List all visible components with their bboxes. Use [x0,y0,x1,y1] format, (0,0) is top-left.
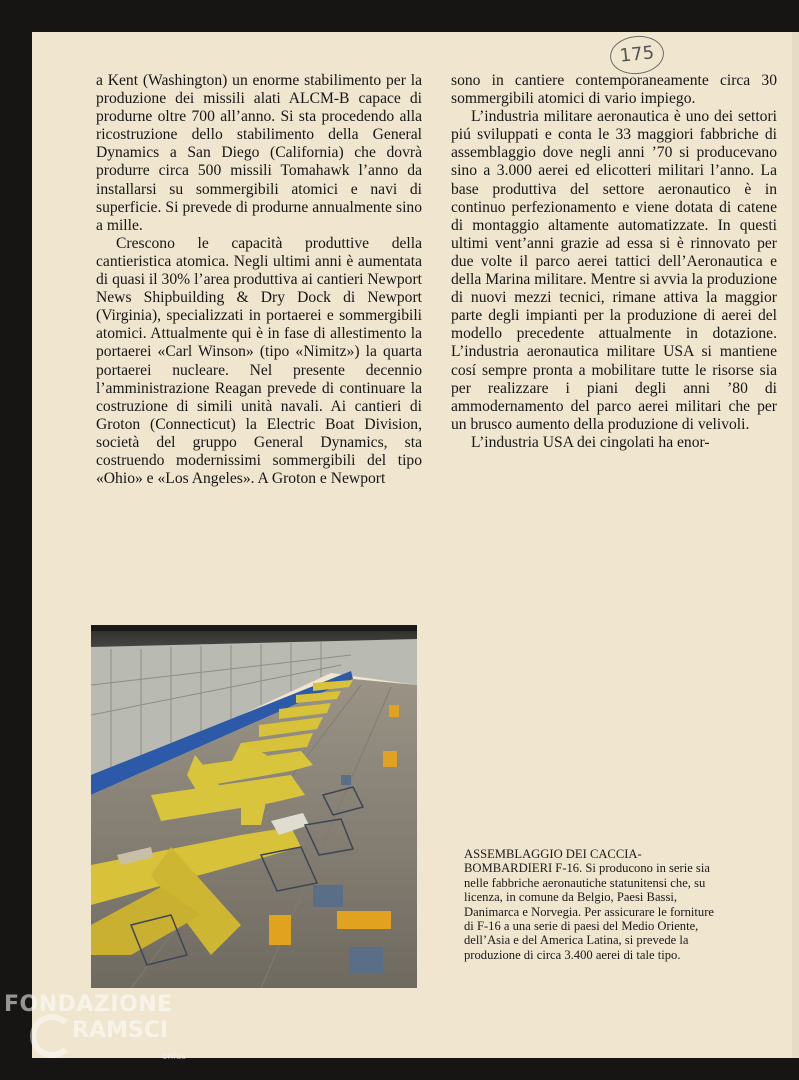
right-text-column [451,72,777,452]
factory-hangar-image [91,625,417,988]
paragraph: L’industria USA dei cingolati ha enor- [471,433,710,451]
watermark-onlus: onlus [162,1052,187,1062]
watermark-logo-icon [30,1014,74,1058]
page-edge [792,32,799,1058]
photo-caption [464,847,720,962]
paragraph: L’industria militare aeronautica è uno dei settori piú sviluppati e conta le 33 maggiori fabbriche di assemblaggio dove negli anni ’70 si producevano sino a 3.000 aerei ed elicotteri militari l’anno. La base produttiva del settore aeronautico è in continuo perfezionamento e viene dotata di catene di montaggio altamente automatizzate. In questi ultimi vent’anni grazie ad essa si è rinnovato per due volte il parco aerei tattici dell’Aeronautica e della Marina militare. Mentre si avvia la produzione di nuovi mezzi tecnici, rimane attiva la maggior parte degli impianti per la produzione di aerei del modello precedente attualmente in dotazione. L’industria aeronautica militare USA si mantiene cosí sempre pronta a mobilitare tutte le risorse sia per realizzare i piani degli anni ’80 di ammodernamento del parco aerei militari che per un brusco aumento della produzione di velivoli. [451,108,777,433]
caption-title: ASSEMBLAGGIO DEI CACCIA-BOMBARDIERI F-16. [464,847,642,876]
watermark-subtitle: RAMSCI [72,1018,169,1043]
f16-assembly-photo [91,625,417,988]
paragraph: a Kent (Washington) un enorme stabilimento per la produzione dei missili alati ALCM-B capace di produrne oltre 700 all’anno. Si sta procedendo alla ricostruzione dello stabilimento della General Dynamics a San Diego (California) che dovrà produrre circa 500 missili Tomahawk l’anno da installarsi su sommergibili atomici e navi di superficie. Si prevede di produrne annualmente sino a mille. [96,72,422,234]
left-text-column [96,72,422,488]
paragraph: sono in cantiere contemporaneamente circa 30 sommergibili atomici di vario impiego. [451,72,777,108]
watermark-title: FONDAZIONE [4,992,173,1017]
paragraph: Crescono le capacità produttive della cantieristica atomica. Negli ultimi anni è aumentata di quasi il 30% l’area produttiva ai cantieri Newport News Shipbuilding & Dry Dock di Newport (Virginia), specializzati in portaerei e sommergibili atomici. Attualmente qui è in fase di allestimento la portaerei «Carl Winson» (tipo «Nimitz») la quarta portaerei nucleare. Nel presente decennio l’amministrazione Reagan prevede di continuare la costruzione di simili unità navali. Ai cantieri di Groton (Connecticut) la Electric Boat Division, società del gruppo General Dynamics, sta costruendo modernissimi sommergibili del tipo «Ohio» e «Los Angeles». A Groton e Newport [96,234,422,488]
book-page [32,32,792,1058]
page-number-stamp: 175 [608,33,666,76]
caption-body: Si producono in serie sia nelle fabbriche aeronautiche statunitensi che, su licenza, in comune da Belgio, Paesi Bassi, Danimarca e Norvegia. Per assicurare le forniture di F-16 a una serie di paesi del Medio Oriente, dell’Asia e del America Latina, si prevede la produzione di circa 3.400 aerei di tale tipo. [464,861,715,962]
